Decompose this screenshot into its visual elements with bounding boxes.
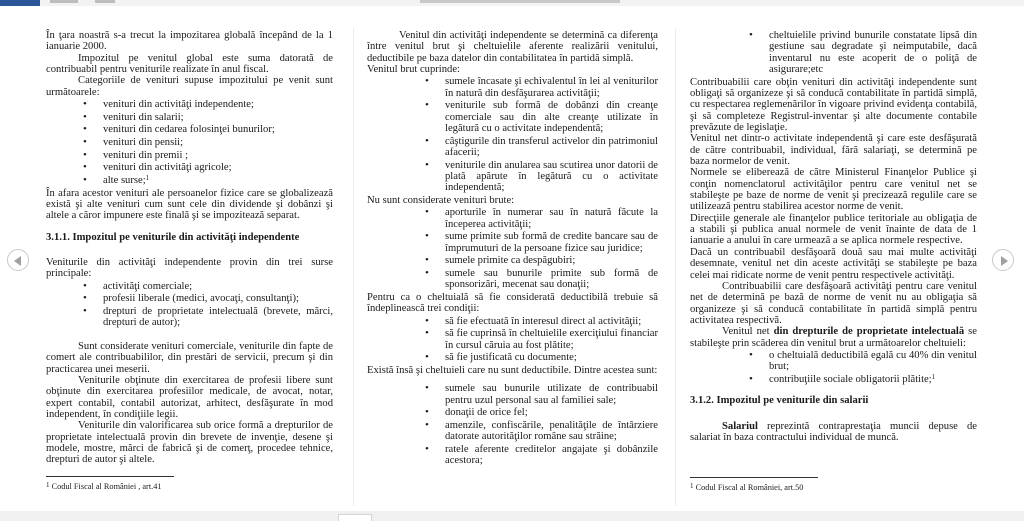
list-item: • o cheltuială deductibilă egală cu 40% din venitul brut; bbox=[769, 350, 977, 373]
paragraph: Salariul reprezintă contraprestaţia muncii depuse de salariat în baza contractului individual de muncă. bbox=[690, 420, 977, 443]
list-item: • venituri din activităţi independente; bbox=[103, 99, 333, 110]
bullet-list bbox=[46, 99, 333, 186]
section-heading: 3.1.2. Impozitul pe veniturile din salarii bbox=[690, 395, 869, 407]
paragraph: În afara acestor venituri ale persoanelor fizice care se globalizează există şi alte venituri cum sunt cele din dividende şi dobânzi şi altele a căror impunere este finală şi se impozitează separat. bbox=[46, 187, 333, 222]
bullet-list bbox=[46, 281, 333, 329]
paragraph: Venitul net dintr-o activitate independentă şi care este desfăşurată de către contribuabil, individual, fără salariaţi, se determină pe baza normelor de venit. bbox=[690, 133, 977, 168]
paragraph: Contribuabilii care desfăşoară activităţi pentru care venitul net de determină pe bază de norme de venit nu au obligaţia să organizeze şi să conducă contabilitate în partidă simplă pentru activitatea respectivă. bbox=[690, 280, 977, 326]
read-mode-view bbox=[0, 6, 1024, 511]
paragraph: Direcţiile generale ale finanţelor publice teritoriale au obligaţia de a stabili şi publica anual normele de venit înainte de data de 1 ianuarie a anului în care urmează a se aplica normele respective. bbox=[690, 212, 977, 247]
list-item: • sumele încasate şi echivalentul în lei al veniturilor în natură din desfăşurarea activităţii; bbox=[445, 76, 658, 99]
list-item: • să fie cuprinsă în cheltuielile exerciţiului financiar în cursul căruia au fost plătite; bbox=[445, 328, 658, 351]
next-page-button[interactable] bbox=[992, 249, 1014, 271]
list-item: • să fie efectuată în interesul direct al activităţii; bbox=[445, 316, 658, 327]
paragraph: În ţara noastră s-a trecut la impozitarea globală începând de la 1 ianuarie 2000. bbox=[46, 30, 333, 53]
window-title bbox=[420, 0, 620, 3]
tab-view[interactable] bbox=[95, 0, 115, 3]
paragraph: Sunt considerate venituri comerciale, veniturile din fapte de comert ale contribuabililor, din prestări de servicii, precum şi din practicarea unei meserii. bbox=[46, 340, 333, 375]
list-item: • sumele sau bunurile primite sub formă de sponsorizări, mecenat sau donaţii; bbox=[445, 268, 658, 291]
chevron-right-icon bbox=[1001, 256, 1008, 266]
paragraph: Normele se eliberează de către Ministerul Finanţelor Publice şi conţin nomenclatorul activităţilor pentru care venitul net se stabileşte pe baze de norme de venit şi precizează regulile care se utilizează pentru stabilirea acestor norme de venit. bbox=[690, 167, 977, 213]
footnote: $^1$ Codul Fiscal al României, art.50 bbox=[690, 482, 804, 493]
list-item: • venituri din premii ; bbox=[103, 150, 333, 161]
bullet-list bbox=[690, 350, 977, 385]
paragraph: Veniturile obţinute din exercitarea de profesii libere sunt obţinute din exercitarea profesiilor medicale, de avocat, notar, expert contabil, contabil autorizat, arhitect, desfăşurate în mod independent, în condiţiile legii. bbox=[46, 374, 333, 420]
list-item: • venituri din salarii; bbox=[103, 112, 333, 123]
paragraph: Venitul din activităţi independente se determină ca diferenţa între venitul brut şi cheltuielile aferente realizării venitului, deductibile pe baza datelor din contabilitatea în partidă simplă. bbox=[367, 30, 658, 64]
list-item: • venituri din activităţi agricole; bbox=[103, 162, 333, 173]
list-item: • ratele aferente creditelor angajate şi dobânzile acestora; bbox=[445, 444, 658, 467]
bullet-list bbox=[367, 316, 658, 364]
footnote-separator bbox=[46, 476, 174, 477]
paragraph: Dacă un contribuabil desfăşoară două sau mai multe activităţi desemnate, venitul net din aceste activităţi se stabileşte pe baza celei mai ridicate norme de venit pentru respectivele activităţi. bbox=[690, 246, 977, 281]
page-column-2 bbox=[367, 30, 658, 468]
list-item: • veniturile sub formă de dobânzi din creanţe comerciale sau din alte creanţe utilizate în legătură cu o activitate independentă; bbox=[445, 100, 658, 134]
list-item: • donaţii de orice fel; bbox=[445, 407, 658, 418]
paragraph: Venitul net din drepturile de proprietate intelectuală se stabileşte prin scăderea din venitul brut a următoarelor cheltuieli: bbox=[690, 326, 977, 349]
list-item: • sume primite sub formă de credite bancare sau de împrumuturi de la persoane fizice sau juridice; bbox=[445, 231, 658, 254]
bullet-list bbox=[367, 76, 658, 193]
list-item: • venituri din pensii; bbox=[103, 137, 333, 148]
column-divider bbox=[675, 28, 676, 506]
list-item: • activităţi comerciale; bbox=[103, 281, 333, 292]
list-item: • contribuţiile sociale obligatorii plătite;$^1$ bbox=[769, 374, 977, 385]
list-item: • profesii liberale (medici, avocaţi, consultanţi); bbox=[103, 293, 333, 304]
paragraph: Nu sunt considerate venituri brute: bbox=[367, 195, 515, 206]
footnote: $^1$ Codul Fiscal al României , art.41 bbox=[46, 480, 162, 491]
list-item: • venituri din cedarea folosinţei bunurilor; bbox=[103, 124, 333, 135]
page-scroll-thumb[interactable] bbox=[338, 514, 372, 521]
paragraph: Venitul brut cuprinde: bbox=[367, 64, 460, 76]
list-item: • câştigurile din transferul activelor din patrimoniul afacerii; bbox=[445, 136, 658, 159]
list-item: • alte surse;$^1$ bbox=[103, 175, 333, 186]
tab-home[interactable] bbox=[50, 0, 78, 3]
section-heading: 3.1.1. Impozitul pe veniturile din activităţi independente bbox=[46, 231, 300, 243]
paragraph: Categoriile de venituri supuse impozitului pe venit sunt următoarele: bbox=[46, 75, 333, 98]
footnote-separator bbox=[690, 477, 818, 478]
list-item: • drepturi de proprietate intelectuală (brevete, mărci, drepturi de autor); bbox=[103, 306, 333, 329]
list-item: • sumele primite ca despăgubiri; bbox=[445, 255, 658, 266]
page-column-3 bbox=[690, 30, 977, 493]
paragraph: Există însă şi cheltuieli care nu sunt deductibile. Dintre acestea sunt: bbox=[367, 364, 658, 376]
footnote-ref[interactable]: 1 bbox=[931, 372, 936, 381]
list-item: • cheltuielile privind bunurile constatate lipsă din gestiune sau degradate şi neimputabile, dacă inventarul nu este acoperit de o poliţă de asigurare;etc bbox=[769, 30, 977, 75]
bullet-list bbox=[367, 207, 658, 290]
paragraph: Contribuabilii care obţin venituri din activităţi independente sunt obligaţi să organizeze şi să conducă contabilitate în partidă simplă, cu respectarea reglemenărilor în vigoare privind evidenţa contabilă, şi să completeze Registrul-inventar şi alte documente contabile prevăzute de legislaţie. bbox=[690, 76, 977, 134]
list-item: • aporturile în numerar sau în natură făcute la începerea activităţii; bbox=[445, 207, 658, 230]
previous-page-button[interactable] bbox=[7, 249, 29, 271]
list-item: • să fie justificată cu documente; bbox=[445, 352, 658, 363]
paragraph: Impozitul pe venitul global este suma datorată de contribuabil pentru veniturile realizate în anul fiscal. bbox=[46, 52, 333, 76]
list-item: • sumele sau bunurile utilizate de contribuabil pentru uzul personal sau al familiei sale; bbox=[445, 383, 658, 406]
list-item: • veniturile din anularea sau scutirea unor datorii de plată apărute în legătură cu o activitate independentă; bbox=[445, 160, 658, 194]
column-divider bbox=[353, 28, 354, 506]
footnote-ref[interactable]: 1 bbox=[145, 173, 150, 182]
paragraph: Veniturile din valorificarea sub orice formă a drepturilor de proprietate intelectuală provin din brevete de invenţie, desene şi modele, mostre, mărci de fabrică şi de comerţ, procedee tehnice, drepturi de autor şi altele. bbox=[46, 420, 333, 466]
list-item: • amenzile, confiscările, penalităţile de întârziere datorate autorităţilor române sau străine; bbox=[445, 420, 658, 443]
status-bar bbox=[0, 511, 1024, 521]
paragraph: Veniturile din activităţi independente provin din trei surse principale: bbox=[46, 256, 333, 280]
chevron-left-icon bbox=[14, 256, 21, 266]
paragraph: Pentru ca o cheltuială să fie considerată deductibilă trebuie să îndeplinească trei condiţii: bbox=[367, 291, 658, 315]
bullet-list bbox=[690, 30, 977, 75]
bullet-list bbox=[367, 383, 658, 466]
page-column-1 bbox=[46, 30, 333, 492]
